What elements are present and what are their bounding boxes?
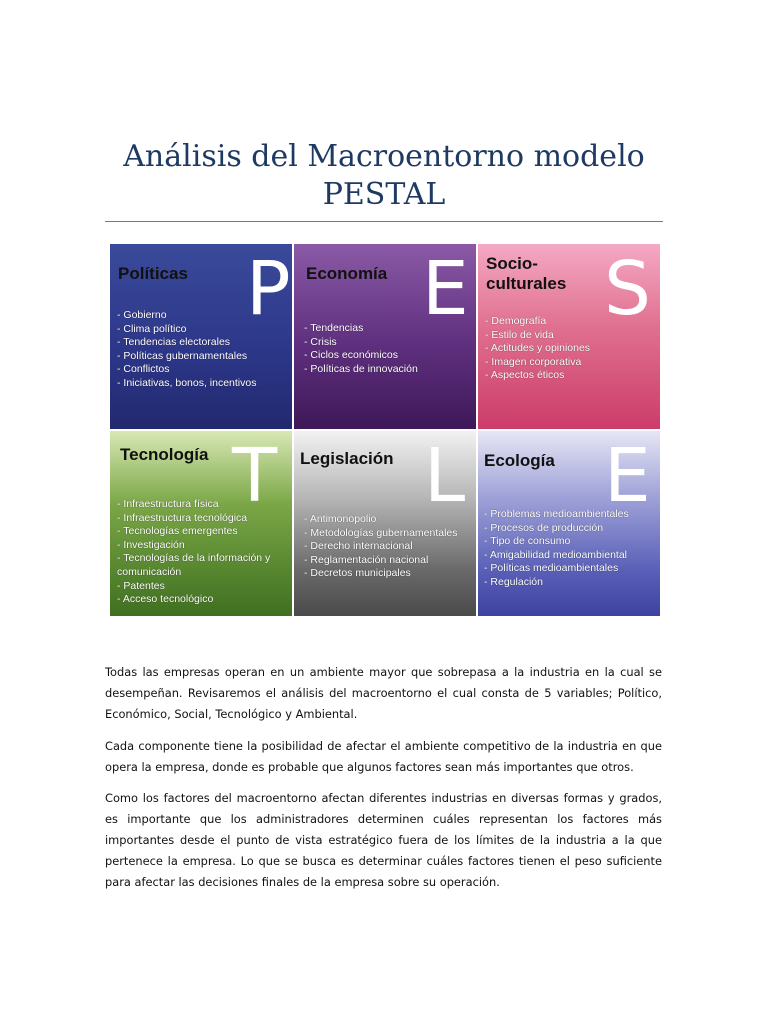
cell-heading: Economía	[306, 264, 388, 283]
list-item: - Crisis	[304, 335, 337, 348]
list-item: - Actitudes y opiniones	[485, 342, 591, 355]
list-item: comunicación	[117, 565, 182, 578]
list-item: - Tipo de consumo	[484, 535, 571, 548]
list-item: - Problemas medioambientales	[484, 508, 629, 520]
list-item: - Derecho internacional	[304, 540, 413, 553]
cell-letter: E	[604, 433, 651, 519]
paragraph-3: Como los factores del macroentorno afectan diferentes industrias en diversas formas y grados, es importante que los administradores determinen cuáles representan los factores más importantes desde el punto de vista estratégico fuera de los límites de la industria a la que pertenece la empresa. Lo que se busca es determinar cuáles factores tienen el peso suficiente para afectar las decisiones finales de la empresa sobre su operación.	[105, 791, 662, 889]
cell-heading: Tecnología	[120, 445, 209, 464]
cell-heading	[486, 254, 566, 294]
list-item: - Políticas gubernamentales	[117, 349, 248, 362]
cell-items	[304, 322, 418, 376]
list-item: - Imagen corporativa	[485, 355, 582, 368]
list-item: - Tecnologías de la información y	[117, 552, 271, 565]
pestal-diagram	[109, 243, 661, 617]
pestal-cell-socioculturales	[477, 243, 661, 430]
list-item: - Gobierno	[117, 309, 167, 321]
cell-letter: L	[424, 433, 466, 519]
list-item: - Infraestructura tecnológica	[117, 511, 248, 524]
list-item: - Investigación	[117, 538, 185, 551]
cell-letter: S	[604, 246, 651, 332]
cell-heading-line-2: culturales	[486, 274, 567, 293]
pestal-cell-economia	[293, 243, 477, 430]
list-item: - Estilo de vida	[485, 328, 554, 341]
list-item: - Demografía	[485, 315, 547, 327]
title-line-2: PESTAL	[322, 177, 446, 212]
list-item: - Procesos de producción	[484, 521, 604, 534]
cell-letter: P	[246, 246, 291, 332]
pestal-cell-legislacion	[293, 430, 477, 617]
cell-items	[304, 513, 458, 581]
cell-letter: T	[232, 433, 278, 519]
list-item: - Acceso tecnológico	[117, 593, 214, 606]
pestal-cell-tecnologia	[109, 430, 293, 617]
list-item: - Tendencias electorales	[117, 336, 231, 349]
list-item: - Clima político	[117, 322, 187, 335]
list-item: - Políticas de innovación	[304, 362, 418, 375]
list-item: - Ciclos económicos	[304, 349, 398, 362]
pestal-cell-ecologia	[477, 430, 661, 617]
list-item: - Tendencias	[304, 322, 364, 334]
cell-letter: E	[422, 246, 469, 332]
list-item: - Metodologías gubernamentales	[304, 526, 458, 539]
paragraph-1: Todas las empresas operan en un ambiente mayor que sobrepasa a la industria en la cual se desempeñan. Revisaremos el análisis del macroentorno el cual consta de 5 variables; Político, Económico, Social, Tecnológico y Ambiental.	[105, 665, 662, 721]
list-item: - Patentes	[117, 579, 165, 592]
list-item: - Amigabilidad medioambiental	[484, 548, 627, 561]
cell-items	[485, 315, 590, 383]
cell-items	[117, 498, 270, 607]
list-item: - Regulación	[484, 575, 543, 588]
list-item: - Decretos municipales	[304, 567, 411, 580]
page-title	[105, 138, 663, 214]
cell-heading: Ecología	[484, 451, 555, 470]
list-item: - Reglamentación nacional	[304, 553, 429, 566]
list-item: - Infraestructura física	[117, 498, 219, 510]
list-item: - Antimonopolio	[304, 513, 377, 525]
cell-heading-line-1: Socio-	[486, 254, 538, 273]
cell-heading: Políticas	[118, 264, 188, 283]
cell-items	[484, 508, 629, 590]
list-item: - Aspectos éticos	[485, 369, 565, 382]
list-item: - Conflictos	[117, 363, 170, 376]
cell-heading: Legislación	[300, 449, 394, 468]
cell-items	[117, 309, 256, 391]
paragraph-2: Cada componente tiene la posibilidad de afectar el ambiente competitivo de la industria en que opera la empresa, donde es probable que algunos factores sean más importantes que otros.	[105, 739, 662, 774]
list-item: - Tecnologías emergentes	[117, 525, 238, 538]
title-line-1: Análisis del Macroentorno modelo	[123, 139, 645, 174]
pestal-cell-politicas	[109, 243, 293, 430]
list-item: - Iniciativas, bonos, incentivos	[117, 376, 257, 389]
list-item: - Políticas medioambientales	[484, 562, 619, 575]
title-underline	[105, 221, 663, 222]
